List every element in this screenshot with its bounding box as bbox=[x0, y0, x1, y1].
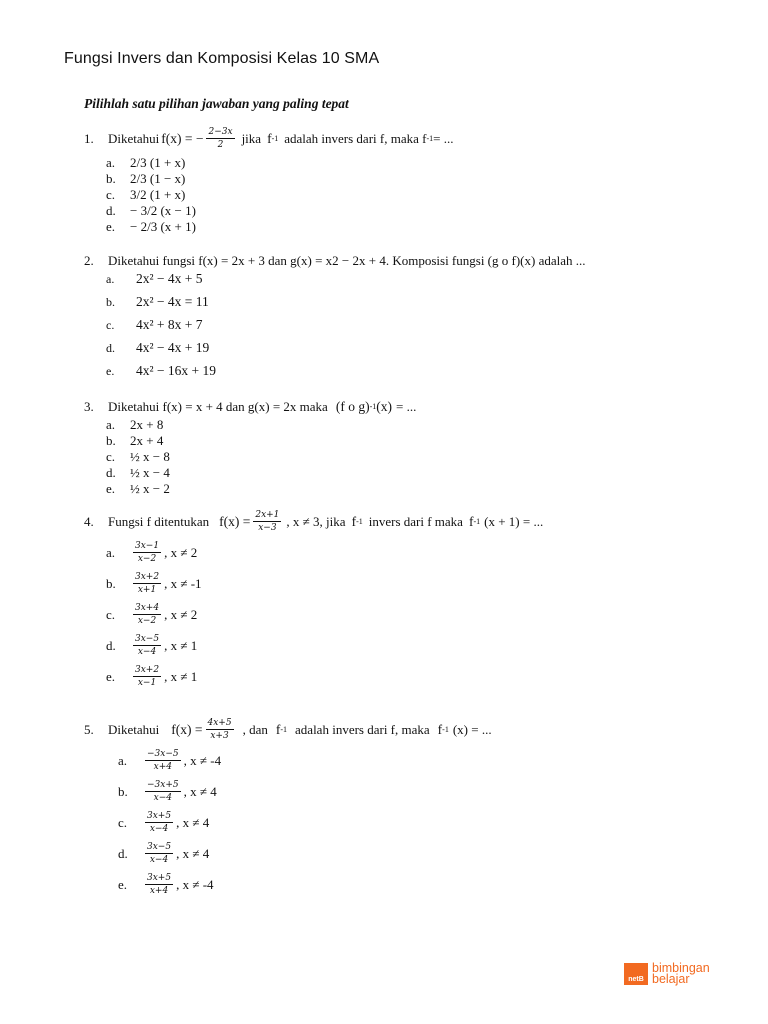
denominator: x−1 bbox=[137, 678, 157, 688]
option[interactable] bbox=[106, 294, 209, 310]
option-text: 2/3 (1 − x) bbox=[130, 171, 186, 186]
question-text: Diketahui f(x) = x + 4 dan g(x) = 2x maka bbox=[108, 399, 328, 414]
function-expression: f(x) = bbox=[219, 513, 251, 529]
option-letter: a. bbox=[106, 544, 116, 560]
option-text: , x ≠ 4 bbox=[183, 783, 217, 799]
option-letter: e. bbox=[106, 481, 116, 496]
option[interactable] bbox=[106, 417, 163, 433]
option[interactable] bbox=[106, 634, 197, 657]
page-title: Fungsi Invers dan Komposisi Kelas 10 SMA bbox=[64, 50, 380, 67]
composition-expression: (f o g) bbox=[335, 399, 370, 414]
inverse-f: f bbox=[351, 513, 357, 529]
option[interactable] bbox=[118, 842, 209, 865]
option-text: , x ≠ 2 bbox=[164, 544, 198, 560]
option-letter: e. bbox=[118, 876, 128, 892]
denominator: x+1 bbox=[137, 585, 157, 595]
option-letter: a. bbox=[106, 417, 116, 432]
denominator: x−4 bbox=[149, 824, 169, 834]
option-text: ½ x − 2 bbox=[130, 481, 170, 496]
question-text: (x + 1) = ... bbox=[484, 513, 544, 529]
composition-argument: (x) bbox=[376, 399, 392, 414]
option-text: 4x² − 16x + 19 bbox=[136, 363, 217, 378]
numerator: 2x+1 bbox=[255, 510, 280, 520]
option-letter: e. bbox=[106, 668, 116, 684]
question-2 bbox=[84, 253, 586, 269]
option-text: − 2/3 (x + 1) bbox=[130, 219, 196, 234]
option-letter: e. bbox=[106, 363, 115, 378]
option-letter: d. bbox=[106, 203, 116, 218]
logo-text bbox=[652, 963, 710, 985]
option-letter: b. bbox=[106, 171, 116, 186]
numerator: −3x−5 bbox=[147, 749, 179, 759]
question-4: 4. Fungsi f ditentukan f(x) = $\frac{2x+1}{x-3}$ , x ≠ 3, jika f -1 invers dari f maka f -1 (x + 1) = ... bbox=[84, 510, 544, 533]
option-text: , x ≠ 4 bbox=[176, 845, 210, 861]
question-5: 5. Diketahui f(x) = $\frac{4x+5}{x+3}$ , dan f -1 adalah invers dari f, maka f -1 (x) = ... bbox=[84, 718, 492, 741]
option-text: 2x + 4 bbox=[130, 433, 164, 448]
question-number: 5. bbox=[84, 721, 94, 737]
option-text: , x ≠ -4 bbox=[183, 752, 222, 768]
option[interactable] bbox=[118, 873, 214, 896]
denominator: x+3 bbox=[210, 731, 229, 741]
option[interactable] bbox=[106, 317, 203, 333]
option-letter: d. bbox=[106, 340, 115, 355]
option[interactable] bbox=[106, 340, 209, 356]
fraction bbox=[133, 634, 161, 657]
question-text: Fungsi f ditentukan bbox=[108, 513, 210, 529]
numerator: 3x+2 bbox=[135, 572, 160, 582]
option-letter: e. bbox=[106, 219, 116, 234]
logo-line-2: belajar bbox=[652, 972, 690, 986]
denominator: x−2 bbox=[137, 554, 157, 564]
question-text: , x ≠ 3, jika bbox=[286, 513, 346, 529]
option-letter: c. bbox=[106, 606, 116, 622]
question-number: 4. bbox=[84, 513, 94, 529]
function-expression: f(x) = − bbox=[161, 130, 204, 146]
brand-logo bbox=[624, 963, 710, 985]
option[interactable] bbox=[118, 749, 221, 772]
option-text: , x ≠ 2 bbox=[164, 606, 198, 622]
option-letter: d. bbox=[106, 465, 116, 480]
fraction bbox=[133, 603, 161, 626]
logo-mark: netB bbox=[624, 963, 648, 985]
question-text: adalah invers dari f, maka f bbox=[284, 130, 427, 146]
option-letter: c. bbox=[106, 449, 116, 464]
question-3: 3. Diketahui f(x) = x + 4 dan g(x) = 2x maka (f o g) -1 (x) = ... bbox=[84, 399, 417, 414]
numerator: 3x+4 bbox=[135, 603, 160, 613]
fraction bbox=[206, 127, 234, 150]
fraction bbox=[133, 572, 161, 595]
function-expression: f(x) = bbox=[171, 721, 203, 737]
question-text: = ... bbox=[396, 399, 417, 414]
numerator: 3x+5 bbox=[147, 873, 172, 883]
denominator: x−2 bbox=[137, 616, 157, 626]
denominator: x+4 bbox=[153, 762, 172, 772]
option[interactable] bbox=[106, 603, 197, 626]
option[interactable] bbox=[106, 187, 185, 203]
question-text: Diketahui bbox=[108, 130, 160, 146]
numerator: 2−3x bbox=[208, 127, 233, 137]
numerator: 4x+5 bbox=[207, 718, 232, 728]
numerator: 3x−1 bbox=[135, 541, 160, 551]
option-letter: c. bbox=[118, 814, 128, 830]
option-letter: c. bbox=[106, 317, 115, 332]
fraction bbox=[145, 873, 173, 896]
fraction bbox=[145, 749, 181, 772]
option[interactable] bbox=[106, 433, 163, 449]
option-text: 4x² + 8x + 7 bbox=[136, 317, 203, 332]
option[interactable] bbox=[106, 665, 197, 688]
fraction bbox=[145, 780, 181, 803]
denominator: x−3 bbox=[258, 523, 277, 533]
question-text: , dan bbox=[242, 721, 268, 737]
option-letter: b. bbox=[106, 294, 115, 309]
option-text: 3/2 (1 + x) bbox=[130, 187, 186, 202]
question-text: invers dari f maka bbox=[368, 513, 463, 529]
option-letter: d. bbox=[106, 637, 116, 653]
denominator: 2 bbox=[217, 140, 224, 150]
option-text: , x ≠ 1 bbox=[164, 637, 198, 653]
option-letter: a. bbox=[118, 752, 128, 768]
question-number: 1. bbox=[84, 130, 94, 146]
instruction: Pilihlah satu pilihan jawaban yang paling tepat bbox=[84, 96, 349, 111]
question-text: (x) = ... bbox=[452, 721, 492, 737]
fraction bbox=[133, 541, 161, 564]
question-text: Diketahui fungsi f(x) = 2x + 3 dan g(x) = x2 − 2x + 4. Komposisi fungsi (g o f)(x) adalah ... bbox=[108, 253, 586, 268]
option[interactable] bbox=[106, 363, 216, 379]
option-letter: b. bbox=[118, 783, 128, 799]
option-text: 2/3 (1 + x) bbox=[130, 155, 186, 170]
option-text: , x ≠ -4 bbox=[176, 876, 214, 892]
question-number: 3. bbox=[84, 399, 94, 414]
option[interactable] bbox=[106, 219, 196, 235]
option[interactable] bbox=[118, 780, 217, 803]
option[interactable] bbox=[106, 155, 185, 171]
option-letter: d. bbox=[118, 845, 128, 861]
question-number: 2. bbox=[84, 253, 94, 268]
inverse-f: f bbox=[468, 513, 474, 529]
option-text: − 3/2 (x − 1) bbox=[130, 203, 196, 218]
question-text: = ... bbox=[433, 130, 454, 146]
option[interactable] bbox=[106, 271, 203, 287]
option-text: 2x² − 4x + 5 bbox=[136, 271, 203, 286]
option[interactable] bbox=[106, 481, 170, 497]
option[interactable] bbox=[106, 203, 196, 219]
numerator: 3x+5 bbox=[147, 811, 172, 821]
option-text: , x ≠ 1 bbox=[164, 668, 198, 684]
inverse-f: f bbox=[437, 721, 443, 737]
option[interactable] bbox=[106, 171, 185, 187]
option-text: , x ≠ 4 bbox=[176, 814, 210, 830]
option[interactable] bbox=[106, 541, 197, 564]
option-text: , x ≠ -1 bbox=[164, 575, 202, 591]
option-text: 2x² − 4x = 11 bbox=[136, 294, 209, 309]
fraction bbox=[253, 510, 281, 533]
option[interactable] bbox=[106, 465, 170, 481]
denominator: x−4 bbox=[149, 855, 169, 865]
question-text: adalah invers dari f, maka bbox=[295, 721, 430, 737]
numerator: 3x−5 bbox=[135, 634, 160, 644]
option-letter: a. bbox=[106, 271, 115, 286]
option-text: 2x + 8 bbox=[130, 417, 164, 432]
option-letter: c. bbox=[106, 187, 116, 202]
option-text: ½ x − 8 bbox=[130, 449, 170, 464]
option-text: 4x² − 4x + 19 bbox=[136, 340, 210, 355]
option-letter: a. bbox=[106, 155, 116, 170]
option-text: ½ x − 4 bbox=[130, 465, 170, 480]
option-letter: b. bbox=[106, 433, 116, 448]
question-text: Diketahui bbox=[108, 721, 160, 737]
denominator: x−4 bbox=[137, 647, 157, 657]
question-text: jika bbox=[241, 130, 262, 146]
fraction bbox=[145, 811, 173, 834]
fraction bbox=[133, 665, 161, 688]
numerator: 3x+2 bbox=[135, 665, 160, 675]
numerator: 3x−5 bbox=[147, 842, 172, 852]
inverse-f: f bbox=[267, 130, 272, 146]
fraction bbox=[206, 718, 234, 741]
option[interactable] bbox=[118, 811, 209, 834]
denominator: x+4 bbox=[149, 886, 169, 896]
inverse-f: f bbox=[275, 721, 281, 737]
option-letter: b. bbox=[106, 575, 116, 591]
question-1: 1. Diketahui f(x) = − $\frac{2-3x}{2}$ jika f -1 adalah invers dari f, maka f -1 = ... bbox=[84, 127, 454, 150]
numerator: −3x+5 bbox=[147, 780, 179, 790]
fraction bbox=[145, 842, 173, 865]
option[interactable] bbox=[106, 572, 202, 595]
logo-line-1: bimbingan bbox=[652, 961, 710, 975]
denominator: x−4 bbox=[153, 793, 172, 803]
option[interactable] bbox=[106, 449, 170, 465]
